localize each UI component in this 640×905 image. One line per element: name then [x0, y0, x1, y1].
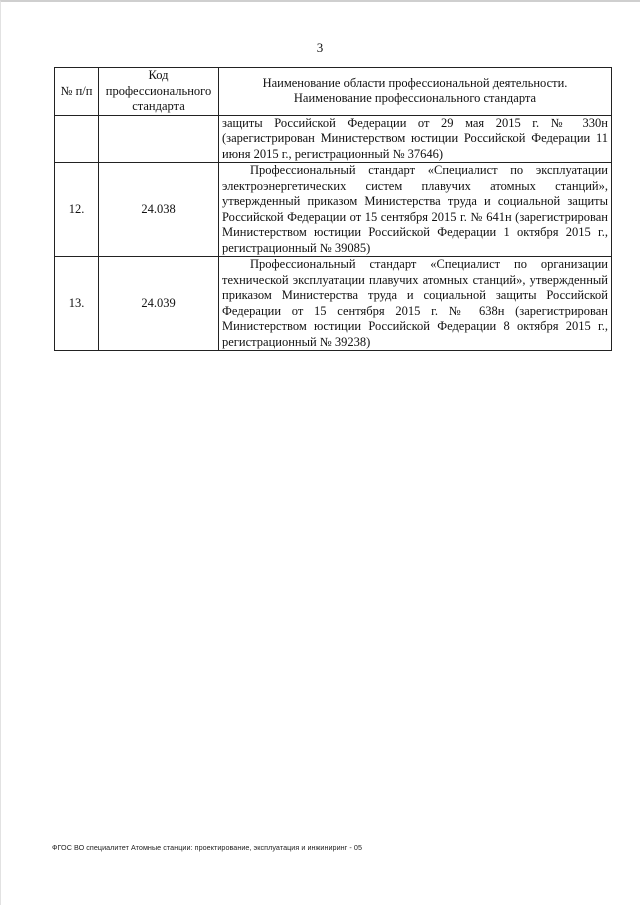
- row-number: 13.: [55, 257, 99, 351]
- row-standard-text: [219, 257, 612, 351]
- document-footer: ФГОС ВО специалитет Атомные станции: проектирование, эксплуатация и инжиниринг - 05: [52, 843, 362, 852]
- table-row: [55, 163, 612, 257]
- table-header-row: [55, 68, 612, 116]
- page-number: 3: [316, 40, 324, 55]
- table-row: [55, 115, 612, 163]
- row-code: 24.039: [99, 257, 219, 351]
- header-number: № п/п: [55, 68, 99, 116]
- header-standard-name: [219, 68, 612, 116]
- professional-standards-table: [54, 67, 612, 351]
- row-standard-text-content: Профессиональный стандарт «Специалист по эксплуатации электроэнергетических систем плавучих атомных станций», утвержденный приказом Министерства труда и социальной защиты Российской Федерации от 15 сентября 2015 г. № 641н (зарегистрирован Министерством юстиции Российской Федерации 1 октября 2015 г., регистрационный № 39085): [222, 163, 608, 255]
- table-row: [55, 257, 612, 351]
- row-code: 24.038: [99, 163, 219, 257]
- row-number: 12.: [55, 163, 99, 257]
- row-standard-text-content: Профессиональный стандарт «Специалист по организации технической эксплуатации плавучих атомных станций», утвержденный приказом Министерства труда и социальной защиты Российской Федерации от 15 сентября 2015 г. № 638н (зарегистрирован Министерством юстиции Российской Федерации 8 октября 2015 г., регистрационный № 39238): [222, 257, 608, 349]
- header-name-line-2: Наименование профессионального стандарта: [293, 91, 537, 106]
- row-standard-text: [219, 163, 612, 257]
- row-number: [55, 115, 99, 163]
- row-code: [99, 115, 219, 163]
- row-standard-text: [219, 115, 612, 163]
- header-name-line-1: Наименование области профессиональной деятельности.: [262, 75, 568, 90]
- header-standard-code: Код профессионального стандарта: [99, 68, 219, 116]
- row-standard-text-content: защиты Российской Федерации от 29 мая 2015 г. № 330н (зарегистрирован Министерством юстиции Российской Федерации 11 июня 2015 г., регистрационный № 37646): [222, 115, 608, 161]
